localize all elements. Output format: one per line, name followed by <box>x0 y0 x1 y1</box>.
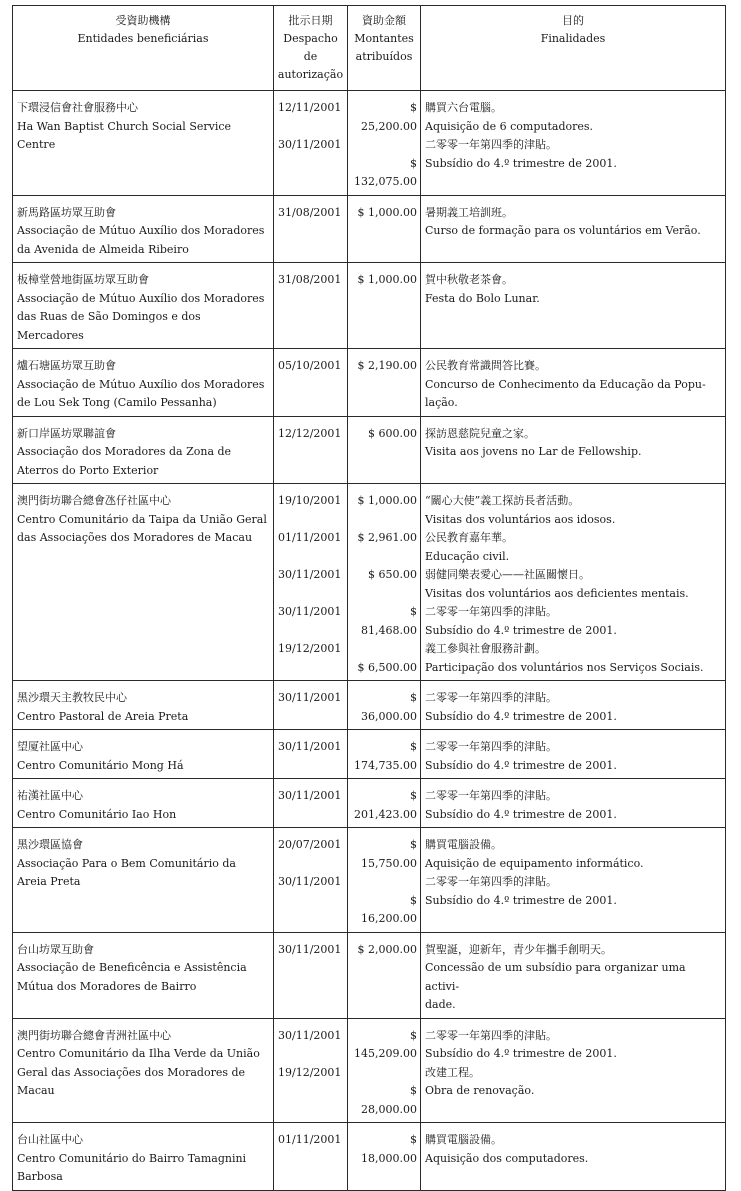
date-line: 30/11/2001 <box>278 568 342 581</box>
entity-line: Associação Para o Bem Comunitário da <box>17 856 236 870</box>
entity-cell <box>13 779 274 828</box>
purpose-line: Aquisição de equipamento informático. <box>425 856 644 870</box>
entity-line: 爐石塘區坊眾互助會 <box>17 359 116 372</box>
date-line: 19/10/2001 <box>278 494 342 507</box>
amount-cell <box>348 1123 421 1191</box>
purpose-line: 賀中秋敬老茶會。 <box>425 273 513 286</box>
amount-line: $ 36,000.00 <box>361 691 417 723</box>
amount-line: $ 132,075.00 <box>354 156 417 188</box>
purpose-line: Curso de formação para os voluntários em Verão. <box>425 224 701 237</box>
entity-line: das Associações dos Moradores de Macau <box>17 531 253 544</box>
entity-line: 澳門街坊聯合總會青洲社區中心 <box>17 1028 171 1042</box>
amount-cell <box>348 263 421 349</box>
purpose-line: Subsídio do 4.º trimestre de 2001. <box>425 758 617 772</box>
header-entities-zh: 受資助機構 <box>115 14 171 27</box>
amount-cell <box>348 91 421 196</box>
purpose-line: 公民教育嘉年華。 <box>425 531 513 544</box>
amount-line <box>352 585 417 604</box>
date-cell <box>274 730 348 779</box>
purpose-cell <box>421 1123 726 1191</box>
date-cell <box>274 195 348 263</box>
date-line: 19/12/2001 <box>278 642 342 655</box>
header-entities-pt: Entidades beneficiárias <box>77 32 209 45</box>
entity-line: Geral das Associações dos Moradores de Macau <box>17 1065 246 1097</box>
amount-line: $ 174,735.00 <box>354 740 417 772</box>
amount-cell <box>348 349 421 417</box>
amount-line: $ 15,750.00 <box>361 838 417 870</box>
header-amount-zh: 資助金額 <box>362 14 406 27</box>
date-line: 20/07/2001 <box>278 838 342 851</box>
purpose-line: 二零零一年第四季的津貼。 <box>425 875 557 888</box>
date-cell <box>274 779 348 828</box>
amount-line: $ 28,000.00 <box>361 1084 417 1116</box>
header-amount-pt-1: Montantes <box>354 32 414 45</box>
amount-cell <box>348 730 421 779</box>
entity-line: Areia Preta <box>17 875 81 888</box>
entity-line: 台山坊眾互助會 <box>17 942 94 956</box>
amount-line: $ 25,200.00 <box>361 101 417 133</box>
table-row <box>13 932 726 1018</box>
entity-line: 澳門街坊聯合總會氹仔社區中心 <box>17 494 171 507</box>
table-row <box>13 484 726 681</box>
header-date <box>274 6 348 91</box>
purpose-line: Subsídio do 4.º trimestre de 2001. <box>425 1047 617 1060</box>
purpose-line: Subsídio do 4.º trimestre de 2001. <box>425 893 617 907</box>
purpose-line: “關心大使”義工探訪長者活動。 <box>425 494 580 507</box>
entity-cell <box>13 932 274 1018</box>
date-line <box>278 1045 340 1064</box>
table-row <box>13 349 726 417</box>
entity-cell <box>13 263 274 349</box>
purpose-line: Concessão de um subsídio para organizar uma activi- <box>425 961 686 993</box>
entity-line: Centro Comunitário Iao Hon <box>17 807 177 821</box>
amount-line: $ 2,961.00 <box>357 531 417 544</box>
purpose-line: Participação dos voluntários nos Serviços Sociais. <box>425 660 704 674</box>
purpose-line: Aquisição dos computadores. <box>425 1151 589 1165</box>
purpose-line: 二零零一年第四季的津貼。 <box>425 691 557 704</box>
purpose-line: Aquisição de 6 computadores. <box>425 119 594 133</box>
purpose-line: 賀聖誕，迎新年，青少年攜手創明天。 <box>425 942 612 956</box>
entity-cell <box>13 681 274 730</box>
amount-line <box>352 1064 417 1083</box>
purpose-cell <box>421 828 726 933</box>
entity-cell <box>13 195 274 263</box>
table-row <box>13 828 726 933</box>
purpose-line: lação. <box>425 396 458 409</box>
date-line: 31/08/2001 <box>278 205 342 219</box>
date-cell <box>274 91 348 196</box>
entity-cell <box>13 828 274 933</box>
amount-line <box>352 511 417 530</box>
header-purpose-zh: 目的 <box>562 14 584 27</box>
entity-line: Associação de Mútuo Auxílio dos Moradores <box>17 377 265 391</box>
purpose-cell <box>421 779 726 828</box>
amount-line <box>352 873 417 892</box>
entity-line: Associação de Mútuo Auxílio dos Moradores <box>17 291 265 305</box>
purpose-cell <box>421 1018 726 1123</box>
amount-line: $ 2,000.00 <box>357 942 417 956</box>
entity-line: Barbosa <box>17 1170 63 1183</box>
table-row <box>13 681 726 730</box>
amount-line: $ 2,190.00 <box>357 359 417 372</box>
purpose-line: Educação civil. <box>425 549 510 563</box>
entity-line: 板樟堂營地街區坊眾互助會 <box>17 273 149 286</box>
entity-line: Aterros do Porto Exterior <box>17 463 159 477</box>
entity-cell <box>13 730 274 779</box>
purpose-cell <box>421 349 726 417</box>
purpose-line: Visita aos jovens no Lar de Fellowship. <box>425 445 642 458</box>
date-line <box>278 585 340 604</box>
header-purpose <box>421 6 726 91</box>
entity-line: 黑沙環區協會 <box>17 838 83 851</box>
amount-line: $ 6,500.00 <box>357 660 417 674</box>
amount-cell <box>348 416 421 484</box>
table-row <box>13 91 726 196</box>
purpose-cell <box>421 484 726 681</box>
entity-cell <box>13 1018 274 1123</box>
entity-line: 新馬路區坊眾互助會 <box>17 205 116 219</box>
purpose-cell <box>421 195 726 263</box>
purpose-line: 二零零一年第四季的津貼。 <box>425 789 557 802</box>
amount-line: $ 600.00 <box>368 426 417 440</box>
date-line: 30/11/2001 <box>278 691 342 704</box>
purpose-line: Subsídio do 4.º trimestre de 2001. <box>425 709 617 723</box>
date-line: 30/11/2001 <box>278 740 342 753</box>
entity-line: Centro Comunitário do Bairro Tamagnini <box>17 1151 247 1165</box>
date-cell <box>274 681 348 730</box>
entity-line: 台山社區中心 <box>17 1133 83 1146</box>
header-entities <box>13 6 274 91</box>
amount-cell <box>348 932 421 1018</box>
entity-line: 下環浸信會社會服務中心 <box>17 101 138 114</box>
entity-line: 新口岸區坊眾聯誼會 <box>17 426 116 440</box>
purpose-line: 二零零一年第四季的津貼。 <box>425 740 557 753</box>
date-line: 01/11/2001 <box>278 531 342 544</box>
amount-cell <box>348 681 421 730</box>
purpose-cell <box>421 932 726 1018</box>
amount-line <box>352 548 417 567</box>
date-line: 30/11/2001 <box>278 789 342 802</box>
date-line: 12/12/2001 <box>278 426 342 440</box>
amount-line: $ 201,423.00 <box>354 789 417 821</box>
date-line <box>278 548 340 567</box>
purpose-cell <box>421 681 726 730</box>
purpose-cell <box>421 263 726 349</box>
entity-line: de Lou Sek Tong (Camilo Pessanha) <box>17 396 217 409</box>
date-line: 01/11/2001 <box>278 1133 342 1146</box>
entity-line: Associação de Beneficência e Assistência <box>17 961 247 974</box>
amount-line: $ 18,000.00 <box>361 1133 417 1165</box>
date-line <box>278 511 340 530</box>
entity-line: das Ruas de São Domingos e dos Mercadores <box>17 310 201 342</box>
purpose-cell <box>421 91 726 196</box>
entity-line: 黑沙環天主教牧民中心 <box>17 691 127 704</box>
amount-cell <box>348 195 421 263</box>
amount-cell <box>348 828 421 933</box>
date-line: 30/11/2001 <box>278 875 342 888</box>
entity-line: da Avenida de Almeida Ribeiro <box>17 242 189 256</box>
purpose-line: 義工參與社會服務計劃。 <box>425 642 546 655</box>
table-row <box>13 779 726 828</box>
entity-line: Centro Pastoral de Areia Preta <box>17 709 189 723</box>
purpose-line: Visitas dos voluntários aos idosos. <box>425 512 616 526</box>
entity-line: Centro Comunitário Mong Há <box>17 758 184 772</box>
entity-line: Mútua dos Moradores de Bairro <box>17 979 197 993</box>
header-row <box>13 6 726 91</box>
header-amount-pt-2: atribuídos <box>355 50 413 63</box>
amount-line: $ 16,200.00 <box>361 893 417 925</box>
entity-line: 祐漢社區中心 <box>17 789 83 802</box>
purpose-line: 購買電腦設備。 <box>425 838 502 851</box>
purpose-line: Subsídio do 4.º trimestre de 2001. <box>425 807 617 821</box>
amount-line <box>352 640 417 659</box>
amount-cell <box>348 1018 421 1123</box>
purpose-line: 探訪恩慈院兒童之家。 <box>425 426 535 440</box>
purpose-line: 購買電腦設備。 <box>425 1133 502 1146</box>
amount-line: $ 650.00 <box>368 568 417 581</box>
entity-line: Associação dos Moradores da Zona de <box>17 445 232 458</box>
subsidy-document <box>12 5 725 1191</box>
amount-line <box>352 136 417 155</box>
date-line: 30/11/2001 <box>278 1028 342 1042</box>
purpose-line: 二零零一年第四季的津貼。 <box>425 1028 557 1042</box>
entity-cell <box>13 416 274 484</box>
table-row <box>13 416 726 484</box>
header-date-zh: 批示日期 <box>288 14 333 27</box>
entity-line: Ha Wan Baptist Church Social Service Centre <box>17 119 232 151</box>
entity-cell <box>13 91 274 196</box>
amount-line: $ 1,000.00 <box>357 273 417 286</box>
header-date-pt-1: Despacho de <box>283 32 338 63</box>
date-line <box>278 855 340 874</box>
date-line: 30/11/2001 <box>278 605 342 618</box>
entity-line: Centro Comunitário da Ilha Verde da União <box>17 1047 260 1060</box>
purpose-line: 二零零一年第四季的津貼。 <box>425 605 557 618</box>
amount-line: $ 1,000.00 <box>357 494 417 507</box>
date-line: 05/10/2001 <box>278 359 342 372</box>
purpose-line: Obra de renovação. <box>425 1084 535 1097</box>
purpose-line: Subsídio do 4.º trimestre de 2001. <box>425 156 617 170</box>
purpose-line: 改建工程。 <box>425 1065 480 1079</box>
date-cell <box>274 349 348 417</box>
date-cell <box>274 1123 348 1191</box>
table-body <box>13 91 726 1191</box>
purpose-line: Concurso de Conhecimento da Educação da Popu- <box>425 377 706 391</box>
amount-cell <box>348 779 421 828</box>
date-cell <box>274 828 348 933</box>
entity-cell <box>13 484 274 681</box>
purpose-line: 二零零一年第四季的津貼。 <box>425 138 557 151</box>
amount-line: $ 145,209.00 <box>354 1028 417 1060</box>
header-date-pt-2: autorização <box>277 68 344 81</box>
entity-line: Associação de Mútuo Auxílio dos Moradores <box>17 224 265 237</box>
purpose-line: Visitas dos voluntários aos deficientes mentais. <box>425 586 689 600</box>
header-purpose-pt: Finalidades <box>540 32 606 45</box>
header-amount <box>348 6 421 91</box>
table-row <box>13 730 726 779</box>
entity-line: 望厦社區中心 <box>17 740 83 753</box>
date-line: 12/11/2001 <box>278 101 342 114</box>
date-line <box>278 118 340 137</box>
date-line <box>278 622 340 641</box>
entity-line: Centro Comunitário da Taipa da União Geral <box>17 512 267 526</box>
entity-cell <box>13 1123 274 1191</box>
date-line: 19/12/2001 <box>278 1065 342 1079</box>
date-cell <box>274 484 348 681</box>
date-line: 30/11/2001 <box>278 942 342 956</box>
purpose-line: 公民教育常識問答比賽。 <box>425 359 546 372</box>
purpose-cell <box>421 416 726 484</box>
table-row <box>13 195 726 263</box>
purpose-line: Festa do Bolo Lunar. <box>425 291 540 305</box>
purpose-line: 暑期義工培訓班。 <box>425 205 513 219</box>
amount-line: $ 1,000.00 <box>357 205 417 219</box>
subsidy-table <box>12 5 726 1191</box>
table-row <box>13 1018 726 1123</box>
purpose-line: 購買六台電腦。 <box>425 101 502 114</box>
table-row <box>13 263 726 349</box>
date-cell <box>274 263 348 349</box>
date-line: 31/08/2001 <box>278 273 342 286</box>
purpose-line: Subsídio do 4.º trimestre de 2001. <box>425 623 617 637</box>
date-cell <box>274 932 348 1018</box>
purpose-cell <box>421 730 726 779</box>
amount-line: $ 81,468.00 <box>361 605 417 637</box>
date-line: 30/11/2001 <box>278 138 342 151</box>
amount-cell <box>348 484 421 681</box>
date-cell <box>274 1018 348 1123</box>
purpose-line: 弱健同樂表愛心——社區關懷日。 <box>425 568 590 581</box>
table-row <box>13 1123 726 1191</box>
date-cell <box>274 416 348 484</box>
entity-cell <box>13 349 274 417</box>
purpose-line: dade. <box>425 998 456 1011</box>
